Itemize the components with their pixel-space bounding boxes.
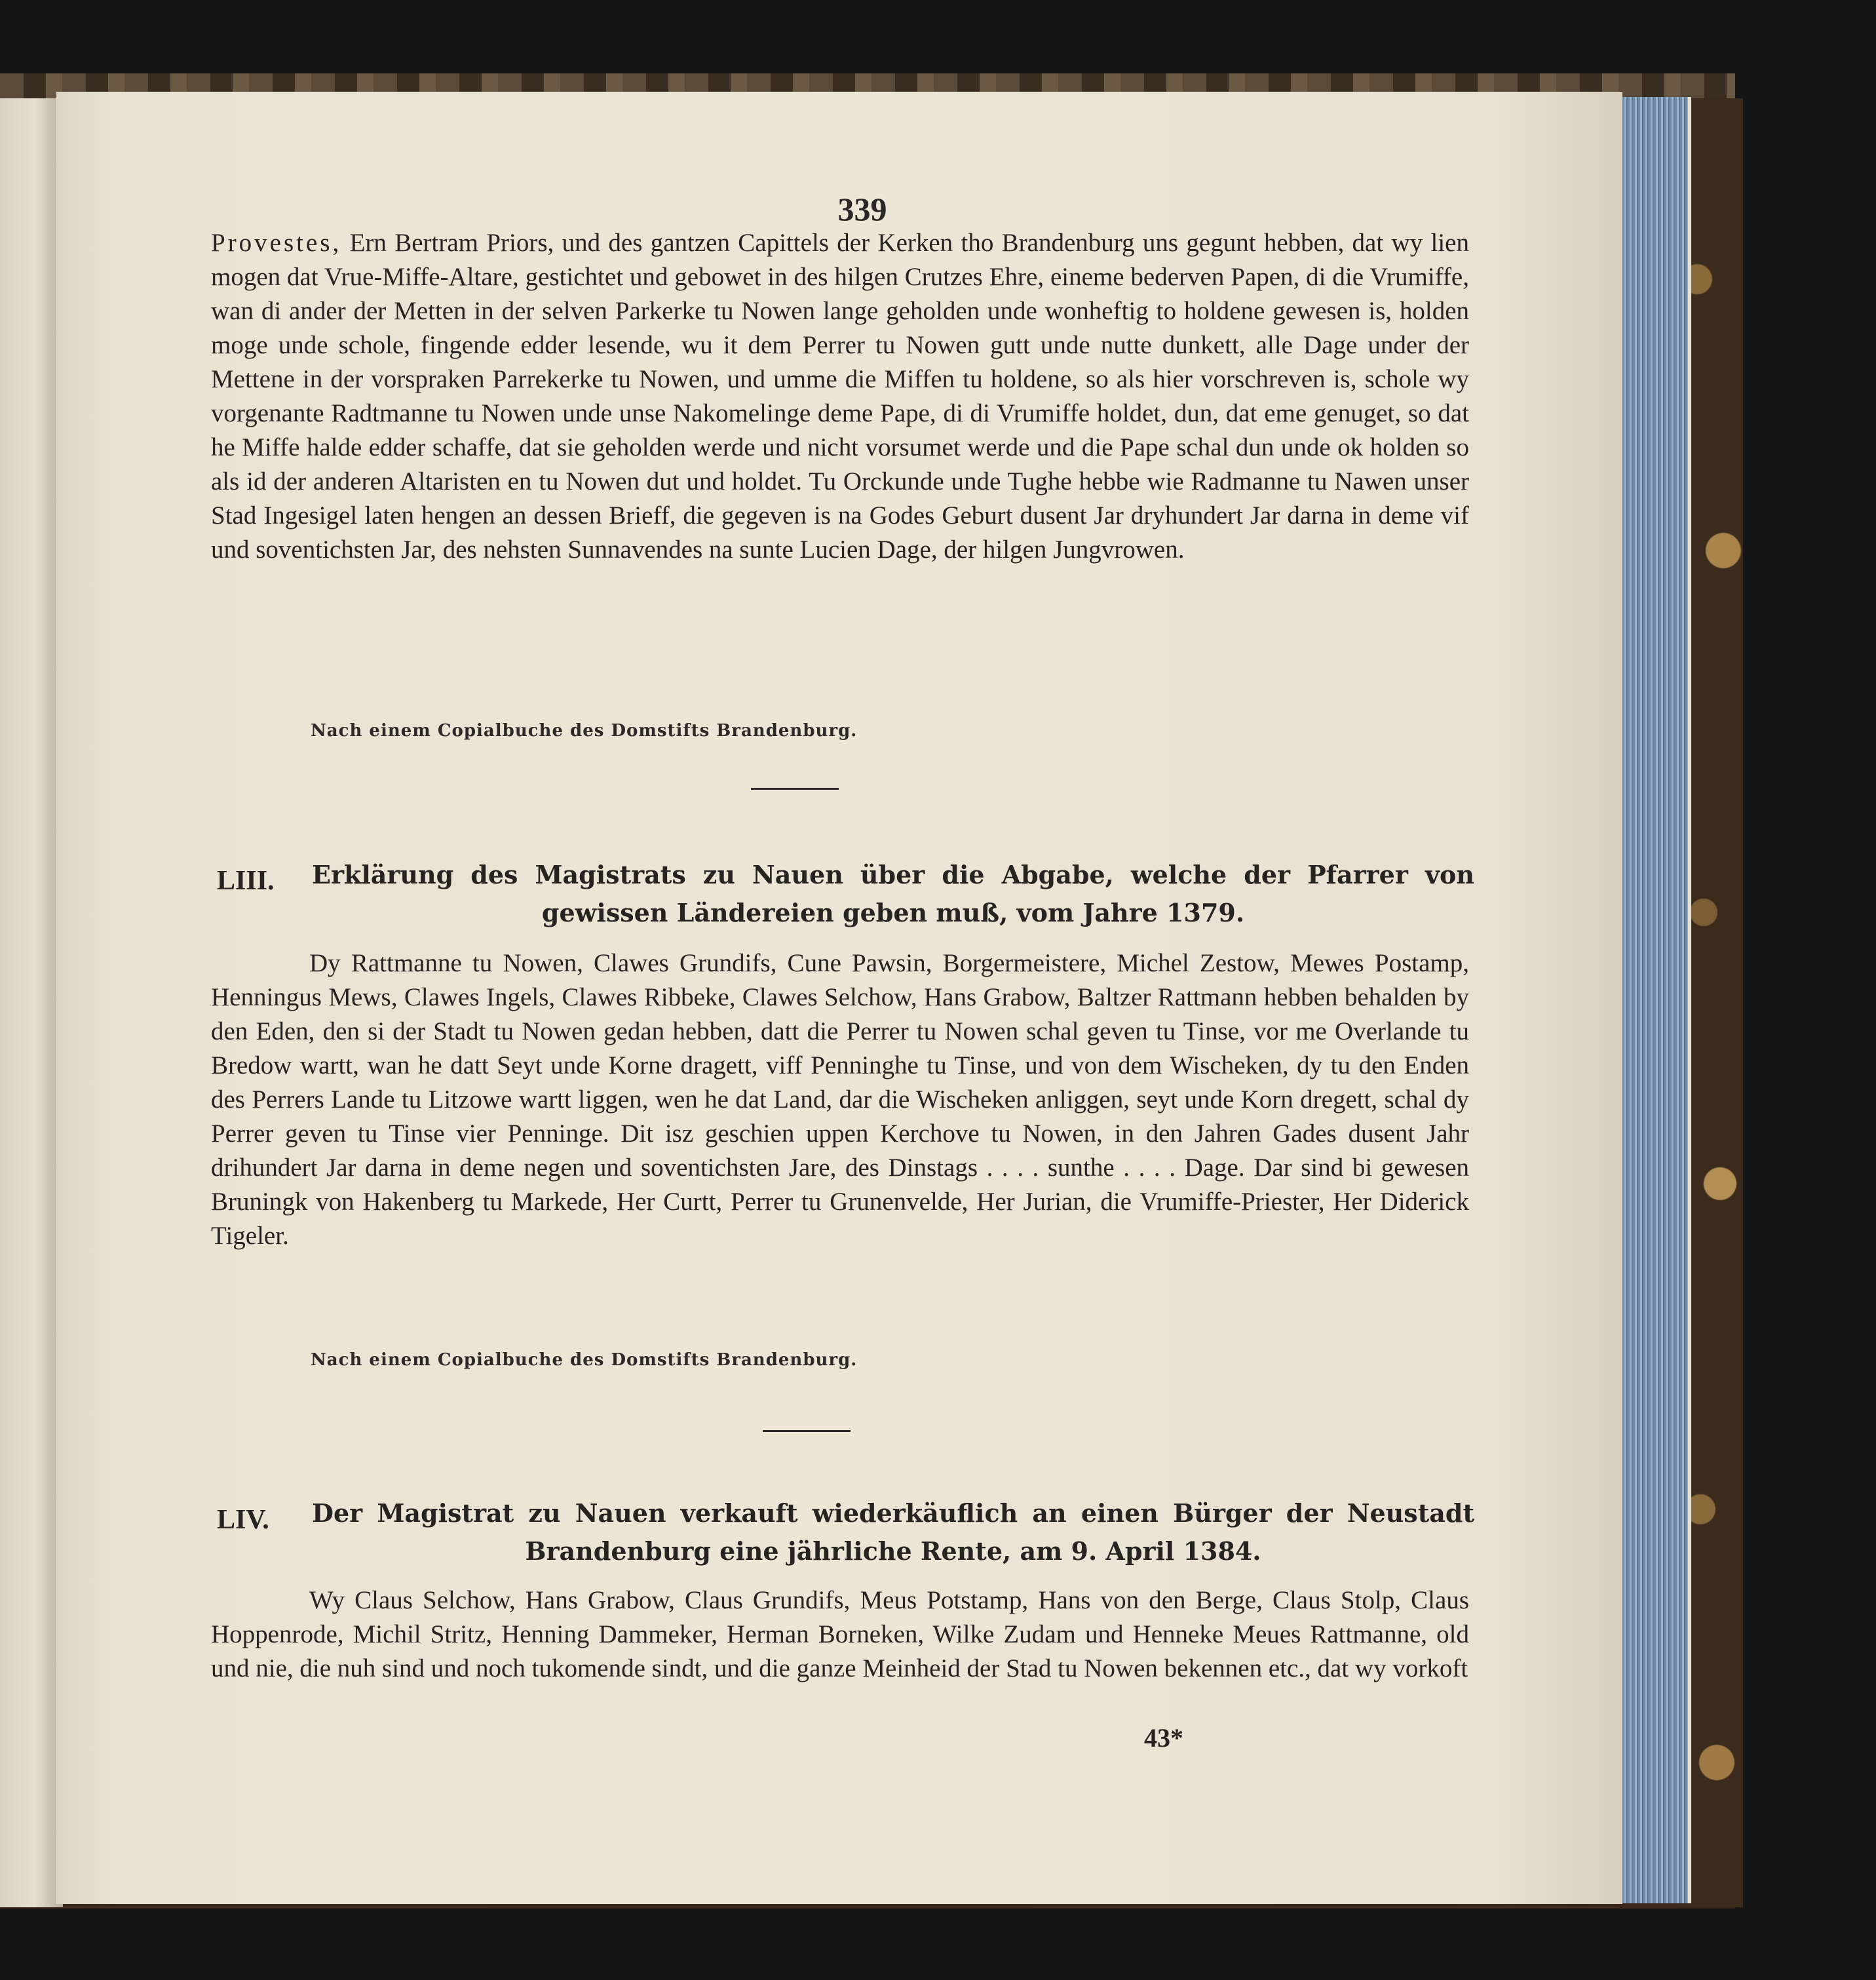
section-liii-text: Dy Rattmanne tu Nowen, Clawes Grundifs, Cune Pawsin, Borgermeistere, Michel Zestow, Mewes Postamp, Henningus Mews, Clawes Ingels, Clawes Ribbeke, Clawes Selchow, Hans Grabow, Baltzer Rattmann hebben behalden by den Eden, den si der Stadt tu Nowen gedan hebben, datt die Perrer tu Nowen schal geven tu Tinse, vor me Overlande tu Bredow wartt, wan he datt Seyt unde Korne dragett, viff Penninghe tu Tinse, und von dem Wischeken, dy tu den Enden des Perrers Lande tu Litzowe wartt liggen, wen he dat Land, dar die Wischeken anliggen, seyt unde Korn dregett, schal dy Perrer geven tu Tinse vier Penninge. Dit isz geschien uppen Kerchove tu Nowen, in den Jahren Gades dusent Jahr drihundert Jar darna in deme negen und soventichsten Jare, des Dinstags . . . . sunthe . . . . Dage. Dar sind bi gewesen Bruningk von Hakenberg tu Markede, Her Curtt, Perrer tu Grunenvelde, Her Jurian, die Vrumiffe-Priester, Her Diderick Tigeler. <box>211 949 1469 1250</box>
section-liii-number: LIII. <box>217 866 275 896</box>
section-divider <box>751 788 839 790</box>
intro-paragraph <box>211 226 1469 567</box>
intro-text: Ern Bertram Priors, und des gantzen Capittels der Kerken tho Brandenburg uns gegunt hebben, dat wy lien mogen dat Vrue-Miffe-Altare, gestichtet und gebowet in des hilgen Crutzes Ehre, eineme bederven Papen, di die Vrumiffe, wan di ander der Metten in der selven Parkerke tu Nowen lange geholden unde wonheftig to holdene gewesen is, holden moge unde schole, fingende edder lesende, wu it dem Perrer tu Nowen gutt unde nutte dunkett, alle Dage under der Mettene in der vorspraken Parrekerke tu Nowen, und umme die Miffen tu holdene, so als hier vorschreven is, schole wy vorgenante Radtmanne tu Nowen unde unse Nakomelinge deme Pape, di di Vrumiffe holdet, dun, dat eme genuget, so dat he Miffe halde edder schaffe, dat sie geholden werde und nicht vorsumet werde und die Pape schal dun unde ok holden so als id der anderen Altaristen en tu Nowen dut und holdet. Tu Orckunde unde Tughe hebbe wie Radmanne tu Nawen unser Stad Ingesigel laten hengen an dessen Brieff, die gegeven is na Godes Geburt dusent Jar dryhundert Jar darna in deme vif und soventichsten Jar, des nehsten Sunnavendes na sunte Lucien Dage, der hilgen Jungvrowen. <box>211 229 1469 564</box>
section-liii-title: Erklärung des Magistrats zu Nauen über die Abgabe, welche der Pfarrer von gewissen Ländereien geben muß, vom Jahre 1379. <box>312 860 1474 927</box>
intro-prefix: Provestes, <box>211 229 342 257</box>
signature-mark: 43* <box>1144 1723 1183 1753</box>
page-number: 339 <box>837 191 887 227</box>
intro-source: Nach einem Copialbuche des Domstifts Brandenburg. <box>311 721 858 741</box>
section-liv-number: LIV. <box>217 1505 269 1535</box>
section-liii-source: Nach einem Copialbuche des Domstifts Brandenburg. <box>311 1350 858 1370</box>
section-divider <box>763 1430 851 1432</box>
left-page-edge <box>0 98 63 1907</box>
page-block-edge <box>1617 97 1691 1903</box>
section-liv-title: Der Magistrat zu Nauen verkauft wiederkäuflich an einen Bürger der Neustadt Brandenburg eine jährliche Rente, am 9. April 1384. <box>312 1498 1474 1566</box>
book-page <box>56 92 1622 1904</box>
section-liv-text: Wy Claus Selchow, Hans Grabow, Claus Grundifs, Meus Potstamp, Hans von den Berge, Claus Stolp, Claus Hoppenrode, Michil Stritz, Henning Dammeker, Herman Borneken, Wilke Zudam und Henneke Meues Rattmanne, old und nie, die nuh sind und noch tukomende sindt, und die ganze Meinheid der Stad tu Nowen bekennen etc., dat wy vorkoft <box>211 1586 1469 1682</box>
